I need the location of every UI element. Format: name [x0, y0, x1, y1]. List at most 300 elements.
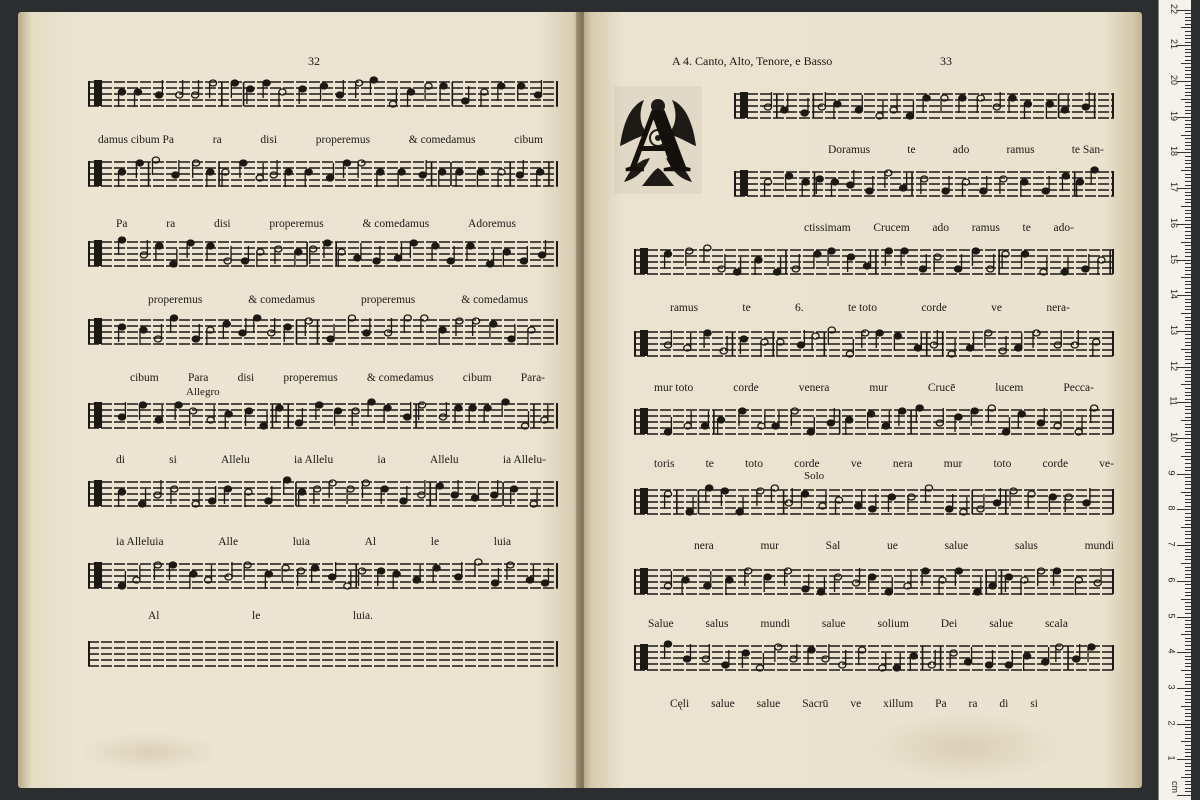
- ruler-number: 6: [1166, 577, 1177, 583]
- lyric-syllable: te: [1022, 222, 1031, 234]
- ruler-tick: [1185, 766, 1191, 767]
- lyric-syllable: & comedamus: [461, 294, 528, 306]
- lyric-line: [116, 536, 511, 550]
- ruler-tick: [1185, 306, 1191, 307]
- ruler-tick: [1185, 442, 1191, 443]
- ruler-tick: [1185, 217, 1191, 218]
- lyric-syllable: salue: [821, 618, 846, 630]
- ruler-tick: [1185, 517, 1191, 518]
- ruler-tick: [1185, 185, 1191, 186]
- ruler-tick: [1185, 613, 1191, 614]
- ruler-tick: [1181, 63, 1191, 64]
- ruler-number: 1: [1166, 755, 1177, 761]
- ruler-tick: [1177, 545, 1191, 546]
- ruler-tick: [1185, 292, 1191, 293]
- lyric-syllable: toto: [993, 458, 1012, 470]
- ruler-tick: [1185, 85, 1191, 86]
- ruler-tick: [1185, 138, 1191, 139]
- lyric-syllable: salus: [705, 618, 729, 630]
- ruler-tick: [1185, 592, 1191, 593]
- lyric-line: [148, 294, 528, 308]
- ruler-tick: [1185, 149, 1191, 150]
- ruler-tick: [1185, 549, 1191, 550]
- ruler-tick: [1181, 313, 1191, 314]
- ruler-tick: [1185, 256, 1191, 257]
- ruler-tick: [1177, 331, 1191, 332]
- lyric-syllable: di: [999, 698, 1009, 710]
- ruler-tick: [1185, 70, 1191, 71]
- ruler-tick: [1181, 706, 1191, 707]
- ruler-tick: [1185, 656, 1191, 657]
- initial-letter: A: [624, 89, 692, 191]
- lyric-syllable: cibum: [514, 134, 543, 146]
- lyric-line: [116, 454, 546, 468]
- ruler-tick: [1177, 438, 1191, 439]
- lyric-syllable: luia: [292, 536, 310, 548]
- lyric-syllable: luia.: [352, 610, 373, 622]
- music-staff: [88, 312, 558, 350]
- ruler-tick: [1185, 588, 1191, 589]
- ruler-tick: [1185, 702, 1191, 703]
- lyric-syllable: solium: [877, 618, 909, 630]
- lyric-syllable: ra: [968, 698, 978, 710]
- ruler-number: 22: [1169, 3, 1180, 14]
- paper-stain: [78, 732, 218, 772]
- ruler-tick: [1185, 459, 1191, 460]
- ruler-tick: [1185, 691, 1191, 692]
- lyric-syllable: mundi: [1084, 540, 1114, 552]
- ruler-tick: [1185, 102, 1191, 103]
- lyric-syllable: scala: [1044, 618, 1068, 630]
- ruler-tick: [1185, 477, 1191, 478]
- lyric-syllable: ve: [850, 458, 862, 470]
- lyric-line: [116, 218, 516, 232]
- ruler-tick: [1185, 413, 1191, 414]
- lyric-syllable: mur toto: [654, 382, 694, 394]
- ruler-tick: [1185, 302, 1191, 303]
- ruler-tick: [1185, 534, 1191, 535]
- ruler-tick: [1181, 634, 1191, 635]
- lyric-syllable: Dei: [940, 618, 958, 630]
- ruler-number: 4: [1166, 648, 1177, 654]
- ruler-tick: [1185, 620, 1191, 621]
- ruler-tick: [1185, 227, 1191, 228]
- ruler-tick: [1185, 245, 1191, 246]
- ruler-tick: [1177, 10, 1191, 11]
- ruler-tick: [1185, 309, 1191, 310]
- lyric-line: [98, 134, 543, 148]
- lyric-syllable: ramus: [1006, 144, 1035, 156]
- ruler-tick: [1185, 559, 1191, 560]
- music-staff: [88, 74, 558, 112]
- ruler-tick: [1185, 684, 1191, 685]
- lyric-syllable: te: [705, 458, 714, 470]
- ruler-number: 10: [1169, 431, 1180, 443]
- music-staff: [634, 402, 1114, 440]
- ruler-tick: [1185, 499, 1191, 500]
- ruler-tick: [1185, 406, 1191, 407]
- ruler-tick: [1185, 574, 1191, 575]
- ruler-tick: [1185, 791, 1191, 792]
- ruler-tick: [1185, 263, 1191, 264]
- ruler-tick: [1177, 795, 1191, 796]
- ruler-number: 15: [1169, 253, 1180, 264]
- ruler-tick: [1185, 674, 1191, 675]
- ruler-tick: [1185, 124, 1191, 125]
- ruler-tick: [1185, 284, 1191, 285]
- ruler-tick: [1185, 167, 1191, 168]
- ruler-tick: [1185, 659, 1191, 660]
- music-staff: [88, 396, 558, 434]
- lyric-syllable: mur: [943, 458, 963, 470]
- ruler-tick: [1177, 117, 1191, 118]
- ruler-tick: [1185, 445, 1191, 446]
- ruler-tick: [1185, 749, 1191, 750]
- ruler-tick: [1185, 752, 1191, 753]
- ruler-number: 21: [1169, 39, 1180, 50]
- ruler-tick: [1177, 224, 1191, 225]
- ruler-tick: [1185, 60, 1191, 61]
- ruler-tick: [1185, 356, 1191, 357]
- ruler-tick: [1185, 392, 1191, 393]
- ruler-tick: [1185, 42, 1191, 43]
- ruler-tick: [1185, 770, 1191, 771]
- ruler-tick: [1185, 235, 1191, 236]
- lyric-syllable: luia: [493, 536, 511, 548]
- lyric-syllable: te San-: [1071, 144, 1104, 156]
- ruler-tick: [1181, 599, 1191, 600]
- ruler-tick: [1185, 210, 1191, 211]
- ruler-tick: [1185, 252, 1191, 253]
- lyric-syllable: Pecca-: [1063, 382, 1094, 394]
- ruler-tick: [1185, 538, 1191, 539]
- ruler-tick: [1185, 74, 1191, 75]
- empty-staff: [88, 634, 558, 672]
- music-staff: [734, 86, 1114, 124]
- ruler-tick: [1185, 641, 1191, 642]
- ruler-tick: [1185, 495, 1191, 496]
- ruler-tick: [1185, 484, 1191, 485]
- ruler-tick: [1185, 56, 1191, 57]
- lyric-line: [828, 144, 1104, 158]
- ruler-tick: [1185, 627, 1191, 628]
- ruler-tick: [1185, 552, 1191, 553]
- ruler-tick: [1177, 81, 1191, 82]
- lyric-syllable: mundi: [760, 618, 790, 630]
- lyric-syllable: salue: [711, 698, 735, 710]
- ruler-tick: [1185, 363, 1191, 364]
- lyric-syllable: cibum: [130, 372, 159, 384]
- music-staff: [634, 242, 1114, 280]
- ruler-tick: [1185, 110, 1191, 111]
- lyric-syllable: nera-: [1046, 302, 1070, 314]
- ruler-tick: [1185, 567, 1191, 568]
- ruler-tick: [1185, 106, 1191, 107]
- lyric-syllable: Crucē: [927, 382, 956, 394]
- ruler-tick: [1185, 67, 1191, 68]
- ruler-tick: [1185, 713, 1191, 714]
- ruler-tick: [1185, 609, 1191, 610]
- ruler-tick: [1185, 788, 1191, 789]
- ruler-tick: [1185, 374, 1191, 375]
- music-staff: [634, 482, 1114, 520]
- ruler-tick: [1185, 202, 1191, 203]
- lyric-syllable: damus cibum Pa: [98, 134, 175, 146]
- lyric-syllable: toris: [654, 458, 675, 470]
- lyric-syllable: corde: [1042, 458, 1069, 470]
- ruler-tick: [1177, 759, 1191, 760]
- ruler-tick: [1177, 617, 1191, 618]
- lyric-syllable: & comedamus: [408, 134, 476, 146]
- ruler-tick: [1177, 295, 1191, 296]
- ruler-tick: [1185, 38, 1191, 39]
- music-staff: [634, 324, 1114, 362]
- ruler-number: 18: [1169, 146, 1180, 157]
- lyric-syllable: xillum: [883, 698, 914, 710]
- ruler-tick: [1181, 206, 1191, 207]
- ruler-tick: [1185, 731, 1191, 732]
- ruler-number: 20: [1169, 74, 1180, 86]
- lyric-syllable: Sal: [825, 540, 841, 552]
- ruler-tick: [1177, 652, 1191, 653]
- ruler-tick: [1185, 77, 1191, 78]
- ruler-tick: [1185, 677, 1191, 678]
- lyric-line: [654, 458, 1114, 472]
- ruler-tick: [1185, 434, 1191, 435]
- lyric-syllable: Pa: [935, 698, 947, 710]
- ruler-tick: [1185, 381, 1191, 382]
- ruler-tick: [1185, 163, 1191, 164]
- ruler-tick: [1185, 231, 1191, 232]
- ruler-tick: [1185, 181, 1191, 182]
- ruler-tick: [1185, 452, 1191, 453]
- ruler-tick: [1185, 506, 1191, 507]
- ruler-tick: [1181, 492, 1191, 493]
- ruler-tick: [1185, 463, 1191, 464]
- ruler-tick: [1185, 156, 1191, 157]
- ruler-tick: [1185, 666, 1191, 667]
- ruler-tick: [1181, 420, 1191, 421]
- lyric-syllable: properemus: [283, 372, 338, 384]
- ruler-tick: [1185, 542, 1191, 543]
- lyric-syllable: toto: [745, 458, 763, 470]
- lyric-line: [670, 698, 1038, 712]
- ruler-tick: [1185, 145, 1191, 146]
- ruler-number: 16: [1169, 217, 1180, 228]
- lyric-syllable: Pa: [116, 218, 128, 230]
- ruler-tick: [1177, 367, 1191, 368]
- ruler-tick: [1177, 474, 1191, 475]
- ruler-tick: [1185, 345, 1191, 346]
- ruler-tick: [1181, 349, 1191, 350]
- page-number-left: 32: [308, 54, 320, 68]
- ruler-tick: [1185, 756, 1191, 757]
- ruler-tick: [1185, 502, 1191, 503]
- ruler-tick: [1185, 531, 1191, 532]
- ruler-tick: [1185, 716, 1191, 717]
- lyric-syllable: corde: [794, 458, 820, 470]
- lyric-syllable: Para-: [520, 372, 545, 384]
- lyric-syllable: disi: [214, 218, 231, 230]
- ruler-tick: [1185, 160, 1191, 161]
- ruler-tick: [1185, 417, 1191, 418]
- music-staff: [634, 562, 1114, 600]
- ruler-tick: [1185, 359, 1191, 360]
- lyric-syllable: & comedamus: [366, 372, 434, 384]
- lyric-syllable: ia Allelu-: [502, 454, 546, 466]
- page-header: A 4. Canto, Alto, Tenore, e Basso: [672, 54, 833, 68]
- ruler-tick: [1185, 274, 1191, 275]
- ruler-tick: [1181, 170, 1191, 171]
- ruler-tick: [1185, 299, 1191, 300]
- ruler-unit-label: cm: [1170, 781, 1180, 793]
- lyric-syllable: nera: [694, 540, 714, 552]
- lyric-syllable: cibum: [462, 372, 492, 384]
- lyric-syllable: Crucem: [873, 222, 910, 234]
- decorated-initial: [614, 86, 702, 194]
- ruler-tick: [1185, 24, 1191, 25]
- lyric-syllable: Cęli: [670, 698, 690, 710]
- ruler-tick: [1185, 606, 1191, 607]
- ruler-tick: [1181, 277, 1191, 278]
- ruler-tick: [1185, 709, 1191, 710]
- lyric-syllable: properemus: [315, 134, 371, 146]
- music-staff: [88, 234, 558, 272]
- ruler-tick: [1185, 327, 1191, 328]
- ruler-tick: [1185, 95, 1191, 96]
- ruler-tick: [1185, 449, 1191, 450]
- ruler-tick: [1185, 92, 1191, 93]
- ruler-tick: [1185, 624, 1191, 625]
- lyric-syllable: ado: [952, 144, 970, 156]
- lyric-syllable: disi: [237, 372, 255, 384]
- lyric-line: [804, 222, 1074, 236]
- ruler-tick: [1185, 52, 1191, 53]
- ruler-tick: [1185, 645, 1191, 646]
- lyric-line: [648, 618, 1068, 632]
- ruler-tick: [1181, 527, 1191, 528]
- ruler-tick: [1177, 260, 1191, 261]
- lyric-line: [148, 610, 373, 624]
- lyric-syllable: ue: [887, 540, 898, 552]
- ruler-tick: [1181, 135, 1191, 136]
- ruler-tick: [1185, 699, 1191, 700]
- lyric-syllable: Allelu: [429, 454, 459, 466]
- ruler-tick: [1185, 317, 1191, 318]
- ruler-number: 13: [1169, 324, 1180, 335]
- ruler-tick: [1185, 177, 1191, 178]
- ruler-tick: [1185, 249, 1191, 250]
- ruler-tick: [1185, 20, 1191, 21]
- lyric-syllable: Doramus: [828, 144, 871, 156]
- ruler-tick: [1185, 695, 1191, 696]
- lyric-syllable: properemus: [360, 294, 416, 306]
- ruler-tick: [1185, 595, 1191, 596]
- ruler-tick: [1177, 402, 1191, 403]
- ruler-number: 5: [1166, 612, 1177, 619]
- lyric-syllable: & comedamus: [362, 218, 430, 230]
- lyric-line: [654, 382, 1094, 396]
- ruler-tick: [1177, 45, 1191, 46]
- ruler-tick: [1185, 520, 1191, 521]
- ruler-number: 8: [1166, 505, 1177, 511]
- ruler-tick: [1185, 631, 1191, 632]
- ruler-tick: [1185, 324, 1191, 325]
- paper-stain: [864, 712, 1064, 782]
- ruler-tick: [1185, 584, 1191, 585]
- ruler-number: 11: [1168, 396, 1179, 406]
- lyric-syllable: si: [169, 454, 177, 466]
- ruler-tick: [1185, 267, 1191, 268]
- ruler-tick: [1185, 338, 1191, 339]
- ruler-tick: [1177, 688, 1191, 689]
- lyric-syllable: di: [116, 454, 125, 466]
- lyric-syllable: salue: [944, 540, 969, 552]
- ruler-tick: [1181, 563, 1191, 564]
- ruler-tick: [1185, 409, 1191, 410]
- lyric-syllable: Adoremus: [468, 218, 516, 230]
- lyric-syllable: 6.: [795, 302, 804, 314]
- ruler-number: 19: [1169, 110, 1180, 121]
- lyric-syllable: ve-: [1099, 458, 1114, 470]
- lyric-syllable: ramus: [971, 222, 1000, 234]
- ruler-tick: [1185, 220, 1191, 221]
- ruler-tick: [1185, 195, 1191, 196]
- lyric-syllable: lucem: [995, 382, 1024, 394]
- ruler-tick: [1185, 513, 1191, 514]
- page-number-right: 33: [940, 54, 952, 68]
- music-staff: [88, 154, 558, 192]
- ruler-tick: [1185, 649, 1191, 650]
- right-page: [584, 12, 1142, 788]
- lyric-syllable: & comedamus: [248, 294, 316, 306]
- ruler-tick: [1185, 577, 1191, 578]
- ruler-tick: [1177, 188, 1191, 189]
- ruler-tick: [1185, 570, 1191, 571]
- lyric-syllable: disi: [260, 134, 278, 146]
- ruler-tick: [1185, 424, 1191, 425]
- ruler-tick: [1185, 288, 1191, 289]
- music-staff: [88, 556, 558, 594]
- lyric-syllable: corde: [921, 302, 947, 314]
- ruler-tick: [1185, 431, 1191, 432]
- ruler-tick: [1185, 388, 1191, 389]
- ruler-tick: [1185, 781, 1191, 782]
- ruler-number: 17: [1169, 182, 1180, 193]
- tempo-marking: Solo: [804, 470, 825, 482]
- lyric-syllable: te toto: [847, 302, 878, 314]
- ruler-tick: [1185, 131, 1191, 132]
- ruler-tick: [1185, 720, 1191, 721]
- ruler-tick: [1185, 238, 1191, 239]
- ruler-tick: [1185, 734, 1191, 735]
- ruler-tick: [1185, 88, 1191, 89]
- lyric-syllable: ado: [932, 222, 950, 234]
- lyric-syllable: ra: [166, 218, 176, 230]
- ruler-tick: [1177, 152, 1191, 153]
- ruler-tick: [1185, 377, 1191, 378]
- ruler-tick: [1185, 774, 1191, 775]
- ruler-tick: [1177, 509, 1191, 510]
- ruler-tick: [1185, 524, 1191, 525]
- ruler-tick: [1185, 427, 1191, 428]
- ruler-tick: [1185, 199, 1191, 200]
- ruler-tick: [1185, 127, 1191, 128]
- lyric-syllable: le: [430, 536, 440, 548]
- lyric-syllable: ctissimam: [804, 222, 851, 234]
- lyric-syllable: ve: [850, 698, 862, 710]
- ruler-tick: [1181, 27, 1191, 28]
